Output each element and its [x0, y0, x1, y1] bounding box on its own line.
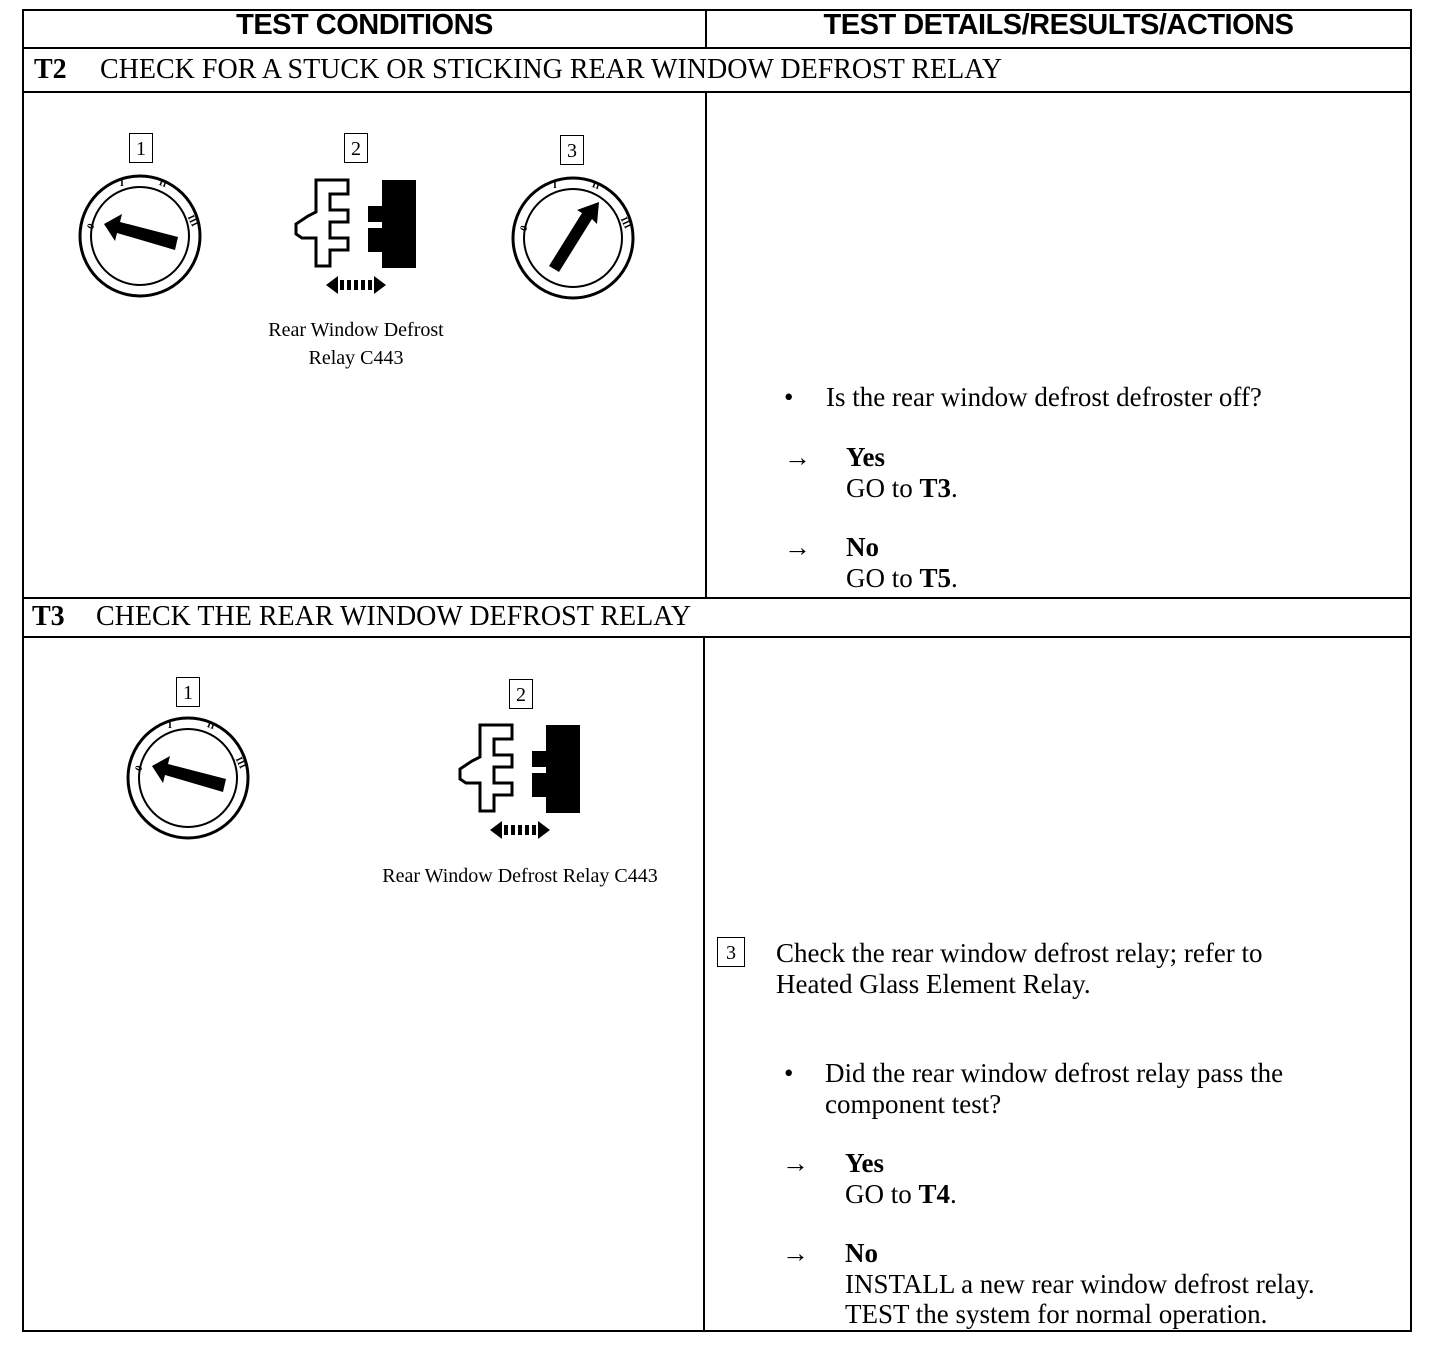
t2-relay-caption	[236, 316, 476, 372]
t2-no-action-prefix: GO to	[846, 563, 920, 593]
t2-ignition-run-icon	[503, 168, 643, 308]
t3-no-arrow: →	[782, 1238, 809, 1268]
t3-title: CHECK THE REAR WINDOW DEFROST RELAY	[96, 601, 692, 632]
t3-instruction-line1: Check the rear window defrost relay; refer to	[776, 938, 1263, 968]
t3-yes-arrow: →	[782, 1148, 809, 1178]
t2-relay-connector-icon	[288, 172, 428, 302]
header-test-conditions: TEST CONDITIONS	[236, 9, 493, 41]
t2-relay-caption-line2: Relay C443	[308, 347, 404, 369]
t3-no-action-line1: INSTALL a new rear window defrost relay.	[845, 1269, 1315, 1299]
t3-ign-label-off: 0	[133, 764, 146, 773]
t2-run-label-ii: II	[590, 179, 602, 193]
t2-question-bullet: •	[784, 382, 794, 412]
t2-ign-label-iii: III	[184, 213, 200, 229]
t3-instruction-line2: Heated Glass Element Relay.	[776, 969, 1091, 999]
t3-question-line1: Did the rear window defrost relay pass the	[825, 1058, 1284, 1088]
t3-question-line2: component test?	[825, 1089, 1002, 1119]
t3-yes-action-suffix: .	[950, 1179, 957, 1209]
t2-ign-label-i: I	[120, 178, 124, 189]
t2-no-label: No	[846, 532, 879, 562]
t2-column-divider	[705, 91, 707, 598]
t2-yes-action	[846, 473, 958, 504]
t2-yes-action-prefix: GO to	[846, 473, 920, 503]
t3-title-bottom-border	[22, 636, 1412, 638]
t3-id: T3	[32, 601, 65, 632]
header-test-details: TEST DETAILS/RESULTS/ACTIONS	[823, 9, 1294, 41]
t3-relay-caption: Rear Window Defrost Relay C443	[382, 865, 658, 887]
t2-title: CHECK FOR A STUCK OR STICKING REAR WINDOW DEFROST RELAY	[100, 54, 1003, 85]
t3-yes-action-prefix: GO to	[845, 1179, 919, 1209]
t2-no-target: T5	[919, 563, 952, 593]
t3-question-bullet: •	[784, 1058, 794, 1088]
t2-yes-action-suffix: .	[951, 473, 958, 503]
t2-ignition-off-icon	[70, 166, 210, 306]
t2-id: T2	[34, 54, 67, 85]
t3-ign-label-ii: II	[205, 719, 217, 733]
t3-relay-connector-icon	[452, 717, 592, 847]
table-left-border	[22, 9, 24, 1332]
header-bottom-border	[22, 47, 1412, 49]
t2-step-3-box: 3	[560, 135, 584, 165]
t3-ignition-off-icon	[118, 708, 258, 848]
t3-ign-label-iii: III	[232, 755, 248, 771]
t2-step-2-box: 2	[344, 133, 368, 163]
t3-yes-label: Yes	[845, 1148, 884, 1178]
table-right-border	[1410, 9, 1412, 1332]
t2-run-label-iii: III	[617, 215, 633, 231]
t3-step-1-box: 1	[176, 677, 200, 707]
t3-column-divider	[703, 636, 705, 1332]
t2-run-label-i: I	[553, 180, 557, 191]
t3-yes-action	[845, 1179, 957, 1210]
t2-question: Is the rear window defrost defroster off?	[826, 382, 1262, 412]
t2-no-action-suffix: .	[951, 563, 958, 593]
t2-yes-target: T3	[919, 473, 952, 503]
t3-step-2-box: 2	[509, 679, 533, 709]
t2-ign-label-off: 0	[85, 222, 98, 231]
t3-no-label: No	[845, 1238, 878, 1268]
t3-ign-label-i: I	[168, 720, 172, 731]
t3-step-3-box: 3	[717, 937, 745, 967]
t2-yes-label: Yes	[846, 442, 885, 472]
t2-run-label-off: 0	[518, 224, 531, 233]
t2-section-title	[34, 54, 1002, 86]
t2-no-arrow: →	[784, 532, 811, 562]
t2-ign-label-ii: II	[157, 177, 169, 191]
t3-yes-target: T4	[918, 1179, 951, 1209]
t2-title-bottom-border	[22, 91, 1412, 93]
t2-step-1-box: 1	[129, 133, 153, 163]
table-bottom-border	[22, 1330, 1412, 1332]
t2-no-action	[846, 563, 958, 594]
t3-section-title	[32, 601, 691, 633]
t2-yes-arrow: →	[784, 442, 811, 472]
t3-no-action-line2: TEST the system for normal operation.	[845, 1299, 1268, 1329]
t2-relay-caption-line1: Rear Window Defrost	[268, 319, 444, 341]
t3-title-top-border	[22, 597, 1412, 599]
